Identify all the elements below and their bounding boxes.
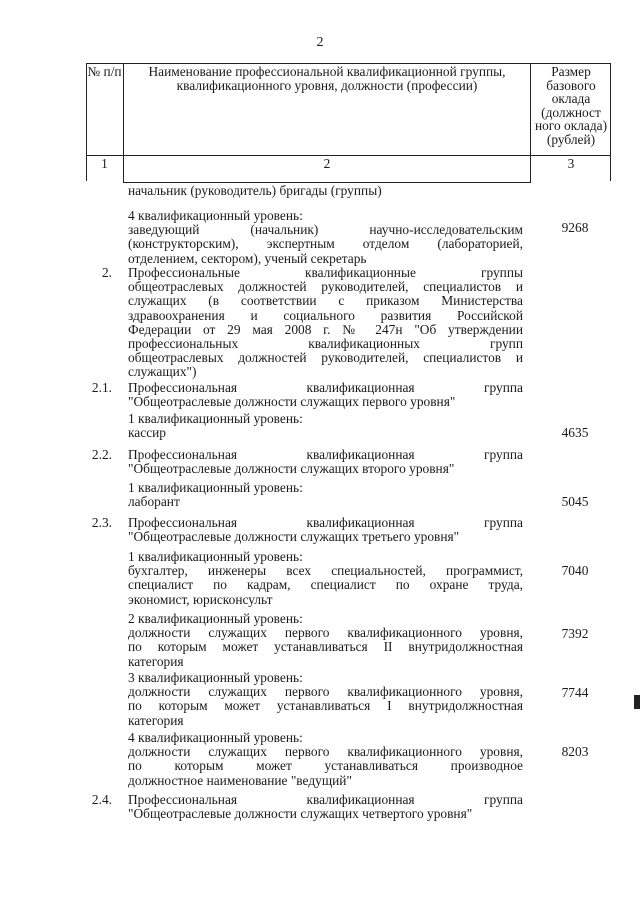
column-divider [530, 63, 531, 183]
row-text: Профессиональная квалификационная группа "Общеотраслевые должности служащих четвертого уровня" [128, 792, 523, 822]
qualification-level: 4 квалификационный уровень: [128, 208, 303, 223]
header-divider [86, 155, 611, 156]
salary-value: 9268 [561, 220, 589, 235]
qualification-level: 1 квалификационный уровень: [128, 411, 303, 426]
salary-value: 4635 [561, 425, 589, 440]
header-col-salary: Размер базового оклада (должност ного оклада) (рублей) [534, 64, 608, 147]
header-col-name: Наименование профессиональной квалификационной группы, квалификационного уровня, должности (профессии) [148, 64, 506, 94]
header-num-2: 2 [323, 156, 331, 171]
column-divider [123, 63, 124, 183]
row-text: Профессиональные квалификационные группы общеотраслевых должностей руководителей, специалистов и служащих (в соответствии с приказом Министерства здравоохранения и социального развития Российской Федерации от 29 мая 2008 г. № 247н "Об утверждении профессиональных квалификационных групп общеотраслевых должностей руководителей, специалистов и служащих") [128, 265, 523, 380]
qualification-level: 4 квалификационный уровень: [128, 730, 303, 745]
row-text: 4 квалификационный уровень: заведующий (начальник) научно-исследовательским (конструкторским), экспертным отделом (лабораторией, отделением, сектором), ученый секретарь [128, 208, 523, 266]
row-text: Профессиональная квалификационная группа "Общеотраслевые должности служащих первого уровня" [128, 380, 523, 410]
salary-value: 7392 [561, 626, 589, 641]
salary-value: 5045 [561, 494, 589, 509]
page-number: 2 [316, 35, 324, 50]
row-text: Профессиональная квалификационная группа "Общеотраслевые должности служащих второго уровня" [128, 447, 523, 477]
table-header [86, 63, 611, 183]
row-number: 2.1. [91, 380, 112, 395]
salary-value: 7040 [561, 563, 589, 578]
row-text: 1 квалификационный уровень: лаборант [128, 481, 523, 509]
qualification-level: 3 квалификационный уровень: [128, 670, 303, 685]
salary-value: 7744 [561, 685, 589, 700]
row-text: 4 квалификационный уровень: должности служащих первого квалификационного уровня, по которым может устанавливаться производное должностное наименование "ведущий" [128, 730, 523, 788]
qualification-level: 1 квалификационный уровень: [128, 480, 303, 495]
row-text: 1 квалификационный уровень: бухгалтер, инженеры всех специальностей, программист, специалист по кадрам, специалист по охране труда, экономист, юрисконсульт [128, 549, 523, 607]
row-number: 2.2. [91, 447, 112, 462]
edge-mark [634, 695, 640, 709]
row-text: 2 квалификационный уровень: должности служащих первого квалификационного уровня, по которым может устанавливаться II внутридолжностная категория [128, 611, 523, 669]
row-number: 2.3. [91, 515, 112, 530]
header-num-3: 3 [567, 156, 575, 171]
header-num-1: 1 [101, 156, 108, 171]
row-text: Профессиональная квалификационная группа "Общеотраслевые должности служащих третьего уровня" [128, 515, 523, 545]
row-text: 3 квалификационный уровень: должности служащих первого квалификационного уровня, по которым может устанавливаться I внутридолжностная категория [128, 670, 523, 728]
qualification-level: 1 квалификационный уровень: [128, 549, 303, 564]
header-col-number: № п/п [87, 64, 122, 79]
row-number: 2. [101, 265, 112, 280]
qualification-level: 2 квалификационный уровень: [128, 611, 303, 626]
row-text: начальник (руководитель) бригады (группы) [128, 183, 382, 198]
row-number: 2.4. [91, 792, 112, 807]
salary-value: 8203 [561, 744, 589, 759]
row-text: 1 квалификационный уровень: кассир [128, 412, 523, 440]
